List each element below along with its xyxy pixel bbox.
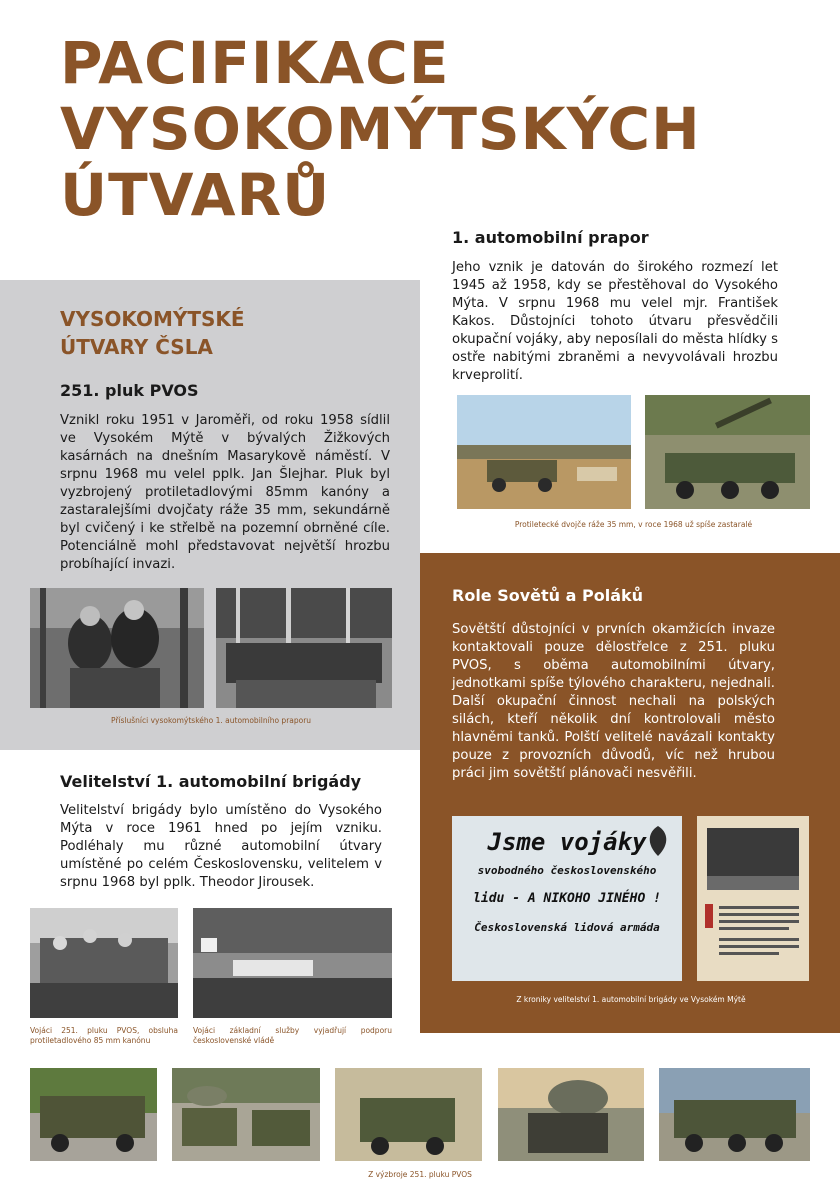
photo-vehicle-2 bbox=[172, 1068, 320, 1161]
protest-card bbox=[452, 816, 682, 981]
photo-aa-gun-field bbox=[457, 395, 631, 509]
section-top-right-subheading: 1. automobilní prapor bbox=[452, 228, 649, 247]
section-roles-caption: Z kroniky velitelství 1. automobilní brigády ve Vysokém Mýtě bbox=[516, 995, 746, 1004]
section-left-subheading: 251. pluk PVOS bbox=[60, 381, 199, 400]
title-line-1: PACIFIKACE bbox=[60, 29, 450, 97]
title-line-3: ÚTVARŮ bbox=[60, 161, 331, 229]
section-left-heading-line-2: ÚTVARY ČSLA bbox=[60, 335, 213, 359]
protest-card-line-2: svobodného československého bbox=[477, 864, 657, 877]
photo-soldiers-banner bbox=[193, 908, 392, 1018]
section-brigade-caption-1: Vojáci 251. pluku PVOS, obsluha protiletadlového 85 mm kanónu bbox=[30, 1026, 178, 1045]
poster-title bbox=[60, 30, 780, 228]
section-left-text: Vznikl roku 1951 v Jaroměři, od roku 1958 sídlil ve Vysokém Mýtě v bývalých Žižkových kasárnách na dnešním Masarykově náměstí. V srpnu 1968 mu velel pplk. Jan Šlejhar. Pluk byl vyzbrojený protiletadlovými 85mm kanóny a zastaralejšími dvojčaty ráže 35 mm, sekundárně byl cvičený i ke střelbě na pozemní obrněné cíle. Potenciálně mohl představovat největší hrozbu probíhající invazi. bbox=[60, 413, 390, 572]
section-roles-subheading: Role Sovětů a Poláků bbox=[452, 586, 644, 605]
protest-card-line-1: Jsme vojáky bbox=[487, 828, 647, 856]
bottom-caption: Z výzbroje 251. pluku PVOS bbox=[368, 1170, 472, 1179]
photo-battalion-group bbox=[216, 588, 392, 708]
section-left-caption: Příslušníci vysokomýtského 1. automobilního praporu bbox=[110, 716, 312, 725]
section-top-right-text: Jeho vznik je datován do širokého rozmezí let 1945 až 1958, kdy se přestěhoval do Vysokého Mýta. V srpnu 1968 mu velel mjr. František Kakos. Důstojníci tohoto útvaru přesvědčili okupační vojáky, aby neposílali do města hlídky s ostře nabitými zbraněmi a nevyvolávali hrozbu krveprolití. bbox=[452, 260, 778, 383]
section-roles-text: Sovětští důstojníci v prvních okamžicích invaze kontaktovali pouze dělostřelce z 251. pluku PVOS, s oběma automobilními útvary, jednotkami spíše týlového charakteru, nejednali. Další okupační činnost nechali na polských silách, kteří několik dní kontrolovali město hlavněmi tanků. Polští velitelé navázali kontakty pouze z provozních důvodů, víc než hrubou práci jim sovětští plánovači nesvěřili. bbox=[452, 622, 775, 781]
protest-card-line-4: Československá lidová armáda bbox=[474, 921, 660, 934]
section-brigade-caption-2: Vojáci základní služby vyjadřují podporu československé vládě bbox=[193, 1026, 392, 1045]
section-brigade-subheading: Velitelství 1. automobilní brigády bbox=[60, 772, 362, 791]
section-top-right-caption: Protiletecké dvojče ráže 35 mm, v roce 1968 už spíše zastaralé bbox=[514, 520, 753, 529]
linden-leaf-icon bbox=[642, 822, 674, 862]
photo-gun-crew bbox=[30, 908, 178, 1018]
title-line-2: VYSOKOMÝTSKÝCH bbox=[60, 95, 701, 163]
section-left-heading-line-1: VYSOKOMÝTSKÉ bbox=[60, 307, 245, 331]
chronicle-page bbox=[697, 816, 809, 981]
photo-vehicle-4 bbox=[498, 1068, 644, 1161]
photo-aa-twin-truck bbox=[645, 395, 810, 509]
photo-vehicle-5 bbox=[659, 1068, 810, 1161]
photo-vehicle-1 bbox=[30, 1068, 157, 1161]
protest-card-line-3: lidu - A NIKOHO JINÉHO ! bbox=[473, 891, 661, 906]
section-brigade-text: Velitelství brigády bylo umístěno do Vysokého Mýta v roce 1961 hned po jejím vzniku. Podléhaly mu různé automobilní útvary umístěné po celém Československu, velitelem v srpnu 1968 byl pplk. Theodor Jirousek. bbox=[60, 803, 382, 890]
photo-officers-forest bbox=[30, 588, 204, 708]
photo-vehicle-3 bbox=[335, 1068, 482, 1161]
section-left-heading bbox=[60, 305, 400, 361]
